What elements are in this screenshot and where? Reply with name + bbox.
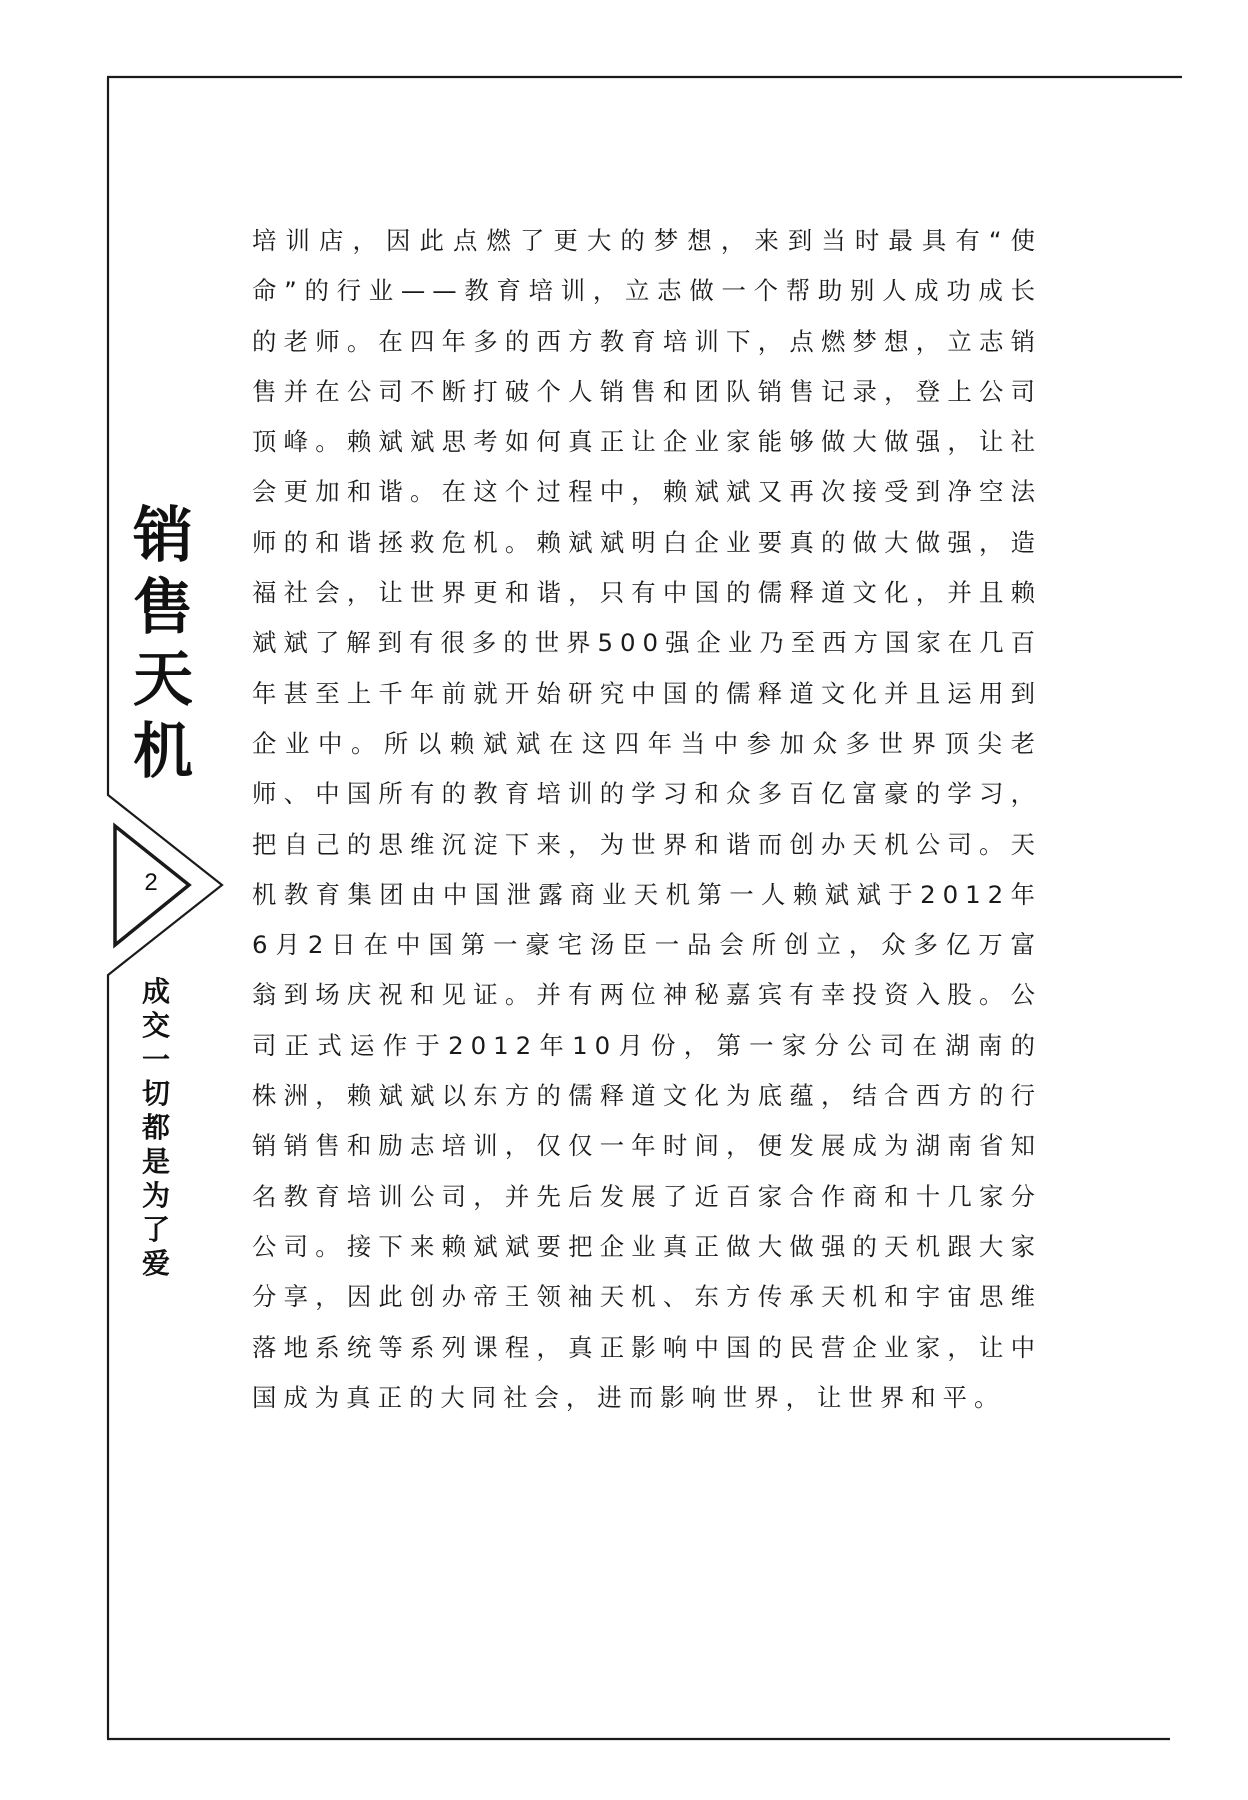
chapter-title-char: 交: [141, 1009, 170, 1042]
chapter-title: [136, 975, 176, 1281]
chapter-title-char: 成: [141, 975, 170, 1008]
book-title-char-4: 机: [133, 717, 193, 787]
left-rule-with-triangle: [108, 77, 222, 1739]
book-title: [128, 500, 198, 788]
book-title-char-2: 售: [133, 573, 193, 643]
book-title-char-3: 天: [133, 645, 193, 715]
chapter-title-char: 了: [141, 1213, 170, 1246]
chapter-title-char: 为: [141, 1179, 170, 1212]
page-number: 2: [144, 869, 158, 896]
chapter-title-char: 是: [141, 1145, 170, 1178]
chapter-title-char: 一: [141, 1043, 170, 1076]
book-title-char-1: 销: [133, 501, 193, 571]
body-paragraph: 培训店，因此点燃了更大的梦想，来到当时最具有“使命”的行业——教育培训，立志做一个帮助别人成功成长的老师。在四年多的西方教育培训下，点燃梦想，立志销售并在公司不断打破个人销售和团队销售记录，登上公司顶峰。赖斌斌思考如何真正让企业家能够做大做强，让社会更加和谐。在这个过程中，赖斌斌又再次接受到净空法师的和谐拯救危机。赖斌斌明白企业要真的做大做强，造福社会，让世界更和谐，只有中国的儒释道文化，并且赖斌斌了解到有很多的世界500强企业乃至西方国家在几百年甚至上千年前就开始研究中国的儒释道文化并且运用到企业中。所以赖斌斌在这四年当中参加众多世界顶尖老师、中国所有的教育培训的学习和众多百亿富豪的学习，把自己的思维沉淀下来，为世界和谐而创办天机公司。天机教育集团由中国泄露商业天机第一人赖斌斌于2012年6月2日在中国第一豪宅汤臣一品会所创立，众多亿万富翁到场庆祝和见证。并有两位神秘嘉宾有幸投资入股。公司正式运作于2012年10月份，第一家分公司在湖南的株洲，赖斌斌以东方的儒释道文化为底蕴，结合西方的行销销售和励志培训，仅仅一年时间，便发展成为湖南省知名教育培训公司，并先后发展了近百家合作商和十几家分公司。接下来赖斌斌要把企业真正做大做强的天机跟大家分享，因此创办帝王领袖天机、东方传承天机和宇宙思维落地系统等系列课程，真正影响中国的民营企业家，让中国成为真正的大同社会，进而影响世界，让世界和平。: [252, 226, 1042, 1412]
chapter-title-char: 爱: [141, 1247, 170, 1280]
chapter-title-char: 都: [141, 1111, 170, 1144]
chapter-title-char: 切: [141, 1077, 170, 1110]
